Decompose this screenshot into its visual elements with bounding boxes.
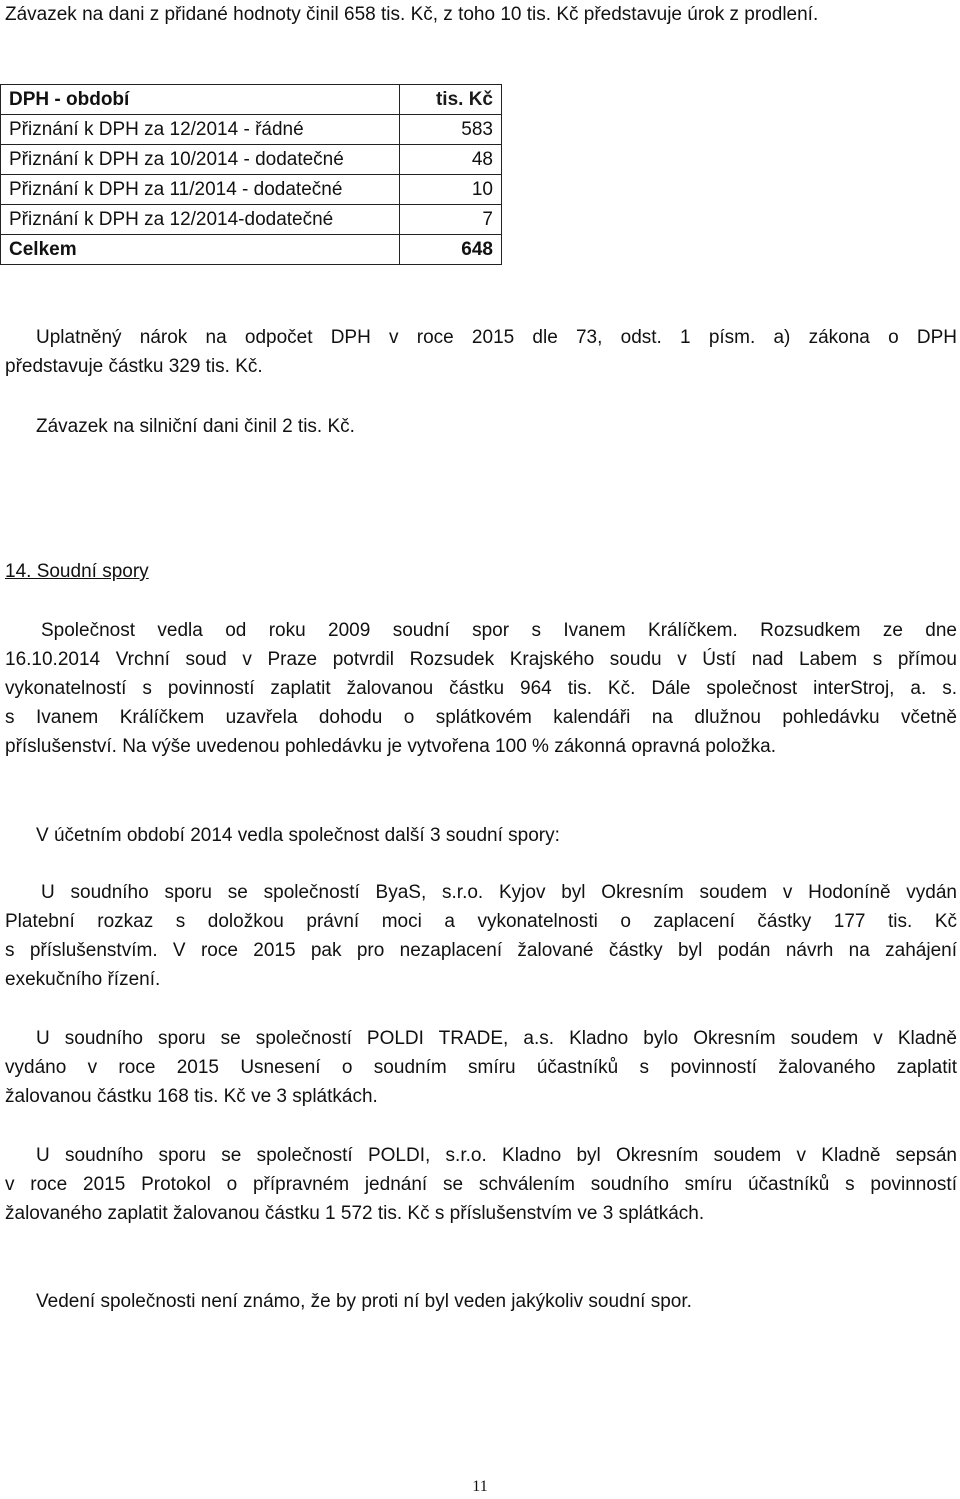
intro-line: Závazek na dani z přidané hodnoty činil 658 tis. Kč, z toho 10 tis. Kč představuje úrok z prodlení.: [5, 4, 819, 25]
dph-table-total-row: [1, 235, 502, 265]
paragraph-line: v roce 2015 Protokol o přípravném jednání se schválením soudního smíru účastníků s povinností: [5, 1174, 957, 1195]
paragraph-line: 16.10.2014 Vrchní soud v Praze potvrdil Rozsudek Krajského soudu v Ústí nad Labem s přímou: [5, 649, 957, 670]
paragraph-line: Platební rozkaz s doložkou právní moci a vykonatelnosti o zaplacení částky 177 tis. Kč: [5, 911, 957, 932]
dph-total-label: Celkem: [1, 235, 400, 265]
table-row: [1, 115, 502, 145]
paragraph-line: vydáno v roce 2015 Usnesení o soudním smíru účastníků s povinností žalovaného zaplatit: [5, 1057, 957, 1078]
dph-row-label: Přiznání k DPH za 10/2014 - dodatečné: [1, 145, 400, 175]
dph-table-header-label: DPH - období: [1, 85, 400, 115]
silnicni-dan-paragraph: Závazek na silniční dani činil 2 tis. Kč.: [36, 416, 355, 437]
dph-row-label: Přiznání k DPH za 11/2014 - dodatečné: [1, 175, 400, 205]
dph-row-value: 10: [400, 175, 502, 205]
dph-table-header-unit: tis. Kč: [400, 85, 502, 115]
dph-row-value: 48: [400, 145, 502, 175]
paragraph-line: s Ivanem Králíčkem uzavřela dohodu o splátkovém kalendáři na dlužnou pohledávku včetně: [5, 707, 957, 728]
section-heading: 14. Soudní spory: [5, 561, 149, 582]
paragraph-line: s příslušenstvím. V roce 2015 pak pro nezaplacení žalované částky byl podán návrh na zahájení: [5, 940, 957, 961]
spory-2014-intro: V účetním období 2014 vedla společnost další 3 soudní spory:: [36, 825, 560, 846]
closing-paragraph: Vedení společnosti není známo, že by proti ní byl veden jakýkoliv soudní spor.: [36, 1291, 692, 1312]
paragraph-line: vykonatelností s povinností zaplatit žalovanou částku 964 tis. Kč. Dále společnost interStroj, a. s.: [5, 678, 957, 699]
dph-table-header-row: [1, 85, 502, 115]
paragraph-line: Společnost vedla od roku 2009 soudní spor s Ivanem Králíčkem. Rozsudkem ze dne: [41, 620, 957, 641]
dph-total-value: 648: [400, 235, 502, 265]
dph-row-label: Přiznání k DPH za 12/2014-dodatečné: [1, 205, 400, 235]
paragraph-line: žalovaného zaplatit žalovanou částku 1 572 tis. Kč s příslušenstvím ve 3 splátkách.: [5, 1203, 705, 1224]
paragraph-line: U soudního sporu se společností ByaS, s.r.o. Kyjov byl Okresním soudem v Hodoníně vydán: [41, 882, 957, 903]
dph-table: [0, 84, 502, 265]
narok-line: představuje částku 329 tis. Kč.: [5, 356, 263, 377]
paragraph-line: příslušenství. Na výše uvedenou pohledávku je vytvořena 100 % zákonná opravná položka.: [5, 736, 777, 757]
table-row: [1, 205, 502, 235]
dph-row-value: 583: [400, 115, 502, 145]
dph-row-label: Přiznání k DPH za 12/2014 - řádné: [1, 115, 400, 145]
table-row: [1, 175, 502, 205]
paragraph-line: žalovanou částku 168 tis. Kč ve 3 splátkách.: [5, 1086, 378, 1107]
paragraph-line: U soudního sporu se společností POLDI, s.r.o. Kladno byl Okresním soudem v Kladně sepsán: [36, 1145, 957, 1166]
page-number: 11: [472, 1478, 488, 1495]
narok-line: Uplatněný nárok na odpočet DPH v roce 2015 dle 73, odst. 1 písm. a) zákona o DPH: [36, 327, 957, 348]
dph-row-value: 7: [400, 205, 502, 235]
paragraph-line: U soudního sporu se společností POLDI TRADE, a.s. Kladno bylo Okresním soudem v Kladně: [36, 1028, 957, 1049]
paragraph-line: exekučního řízení.: [5, 969, 161, 990]
table-row: [1, 145, 502, 175]
